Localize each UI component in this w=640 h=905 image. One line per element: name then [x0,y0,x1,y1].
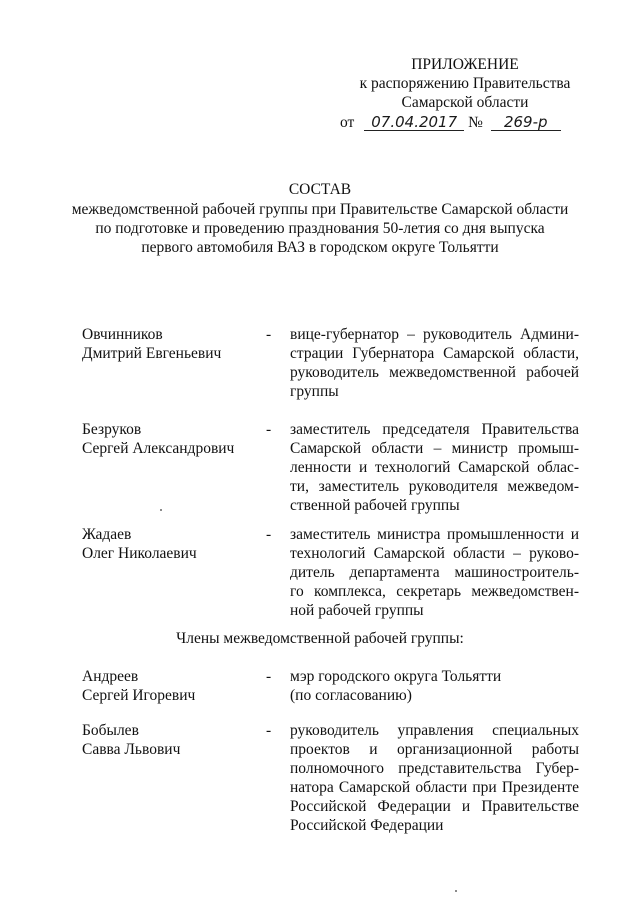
heading-subtitle-line: межведомственной рабочей группы при Правительстве Самарской области [71,201,569,218]
role-line: го комплекса, секретарь межведомствен- [290,583,579,600]
person-role [290,420,579,515]
handwritten-number: 269-р [491,114,561,131]
surname: Бобылев [82,722,139,739]
role-line: ной рабочей группы [290,602,424,619]
person-name [82,667,262,705]
document-heading [60,180,580,257]
surname: Жадаев [82,526,132,543]
scan-speck [160,509,162,511]
surname: Овчинников [82,326,163,343]
handwritten-date: 07.04.2017 [364,114,464,131]
given-name: Дмитрий Евгеньевич [82,345,222,362]
given-name: Олег Николаевич [82,545,197,562]
number-label: № [468,114,483,131]
role-line: вице-губернатор – руководитель Админи- [290,326,579,343]
role-line: ленности и технологий Самарской облас- [290,459,579,476]
person-role [290,525,579,620]
role-line: руководитель управления специальных [290,722,579,739]
role-line: заместитель председателя Правительства [290,421,579,438]
person-name [82,420,262,458]
appendix-reference [340,113,600,132]
given-name: Сергей Игоревич [82,687,196,704]
person-name [82,721,262,759]
appendix-line-1: к распоряжению Правительства [359,75,571,92]
dash-separator: - [266,326,272,343]
person-name [82,325,262,363]
from-label: от [340,114,355,131]
role-line: руководитель межведомственной рабочей [290,364,579,381]
given-name: Сергей Александрович [82,440,235,457]
role-line: заместитель министра промышленности и [290,526,579,543]
role-line: (по согласованию) [290,687,412,704]
person-name [82,525,262,563]
heading-subtitle-line: по подготовке и проведению празднования 50-летия со дня выпуска [95,220,545,237]
appendix-block [300,55,600,132]
role-line: полномочного представительства Губер- [290,760,579,777]
role-line: Российской Федерации и Правительстве [290,798,579,815]
surname: Безруков [82,421,142,438]
role-line: проектов и организационной работы [290,741,579,758]
role-line: ти, заместитель руководителя межведом- [290,478,579,495]
surname: Андреев [82,668,139,685]
dash-separator: - [266,668,272,685]
dash-separator: - [266,722,272,739]
role-line: группы [290,383,339,400]
scan-speck [455,890,457,892]
appendix-title: ПРИЛОЖЕНИЕ [411,56,519,73]
appendix-line-2: Самарской области [401,94,529,111]
role-line: страции Губернатора Самарской области, [290,345,579,362]
heading-subtitle-line: первого автомобиля ВАЗ в городском округе Тольятти [141,239,499,256]
role-line: ственной рабочей группы [290,497,460,514]
role-line: Самарской области – министр промыш- [290,440,579,457]
dash-separator: - [266,526,272,543]
heading-title: СОСТАВ [288,181,352,198]
role-line: мэр городского округа Тольятти [290,668,502,685]
role-line: дитель департамента машиностроитель- [290,564,579,581]
members-heading: Члены межведомственной рабочей группы: [176,630,464,647]
person-role [290,667,579,705]
given-name: Савва Львович [82,741,181,758]
person-role [290,721,579,835]
role-line: Российской Федерации [290,817,444,834]
dash-separator: - [266,421,272,438]
role-line: натора Самарской области при Президенте [290,779,579,796]
role-line: технологий Самарской области – руково- [290,545,579,562]
person-role [290,325,579,401]
